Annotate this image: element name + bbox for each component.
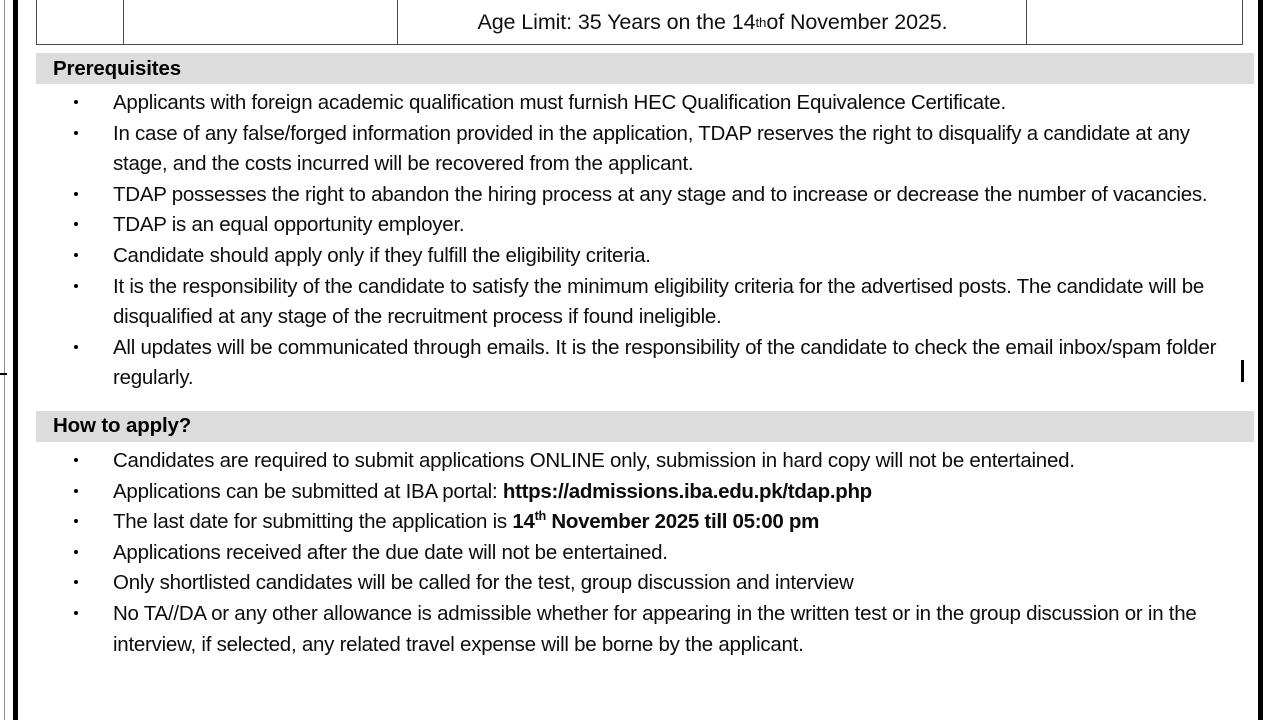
list-item-text: Applications received after the due date will not be entertained.	[113, 540, 668, 564]
list-item-text: No TA//DA or any other allowance is admissible whether for appearing in the written test or in the group discussion or in the interview, if selected, any related travel expense will be borne by the applicant.	[113, 601, 1197, 656]
list-item-text	[113, 477, 1244, 508]
bullet-dot-icon	[74, 131, 78, 135]
bullet-dot-icon	[74, 100, 78, 104]
bullet-dot-icon	[74, 489, 78, 493]
list-item-text: TDAP is an equal opportunity employer.	[113, 213, 465, 237]
list-item	[22, 568, 1244, 599]
list-item-portal-link	[22, 477, 1244, 508]
section-header-prerequisites	[36, 53, 1254, 84]
bullet-dot-icon	[74, 580, 78, 584]
list-item-text: TDAP possesses the right to abandon the hiring process at any stage and to increase or decrease the number of vacancies.	[113, 182, 1208, 206]
bullet-dot-icon	[74, 253, 78, 257]
table-cell-serial	[36, 0, 125, 45]
list-item-text: In case of any false/forged information provided in the application, TDAP reserves the right to disqualify a candidate at any stage, and the costs incurred will be recovered from the applicant.	[113, 121, 1190, 176]
age-limit-text: Age Limit: 35 Years on the 14 th of November 2025.	[477, 10, 948, 34]
portal-label: Applications can be submitted at IBA portal:	[113, 479, 503, 503]
list-item	[22, 599, 1244, 660]
page-border-left	[13, 0, 18, 720]
spacer	[22, 394, 1244, 411]
list-item	[22, 119, 1244, 180]
prerequisites-list	[22, 88, 1244, 394]
list-item	[22, 446, 1244, 477]
deadline-day: 14	[512, 510, 535, 534]
bullet-dot-icon	[74, 550, 78, 554]
table-cell-vacancies	[1026, 0, 1243, 45]
deadline-rest: November 2025 till 05:00 pm	[545, 510, 820, 534]
document-content	[22, 0, 1244, 720]
list-item-text	[113, 507, 1244, 538]
spacer	[22, 46, 1244, 53]
portal-url[interactable]: https://admissions.iba.edu.pk/tdap.php	[502, 479, 872, 503]
page-outer-rule-left	[4, 0, 5, 720]
deadline-ordinal: th	[534, 508, 546, 524]
section-title-how-to-apply: How to apply?	[53, 414, 192, 438]
deadline-value	[512, 510, 819, 533]
how-to-apply-list	[22, 446, 1244, 660]
deadline-label: The last date for submitting the application is	[113, 510, 513, 534]
list-item-text: Candidate should apply only if they fulfill the eligibility criteria.	[113, 243, 651, 267]
bullet-dot-icon	[74, 458, 78, 462]
eligibility-table-fragment	[22, 0, 1244, 46]
list-item-text: All updates will be communicated through emails. It is the responsibility of the candidate to check the email inbox/spam folder regularly.	[113, 335, 1217, 390]
list-item-deadline	[22, 507, 1244, 538]
section-title-prerequisites: Prerequisites	[53, 56, 181, 80]
bullet-dot-icon	[74, 192, 78, 196]
list-item-text: It is the responsibility of the candidate to satisfy the minimum eligibility criteria for the advertised posts. The candidate will be disqualified at any stage of the recruitment process if found ineligible.	[113, 274, 1204, 329]
age-limit-prefix: Age Limit: 35 Years on the 14	[477, 10, 756, 34]
bullet-dot-icon	[74, 284, 78, 288]
list-item	[22, 180, 1244, 211]
bullet-dot-icon	[74, 611, 78, 615]
bullet-dot-icon	[74, 345, 78, 349]
list-item	[22, 333, 1244, 394]
list-item-text: Applicants with foreign academic qualification must furnish HEC Qualification Equivalence Certificate.	[113, 91, 1006, 114]
list-item-text: Only shortlisted candidates will be called for the test, group discussion and interview	[113, 571, 854, 595]
bullet-dot-icon	[74, 519, 78, 523]
age-limit-suffix: of November 2025.	[766, 10, 948, 34]
page-margin-tick-left	[0, 373, 7, 375]
list-item	[22, 241, 1244, 272]
list-item	[22, 272, 1244, 333]
list-item	[22, 538, 1244, 569]
page-border-right	[1258, 0, 1263, 720]
table-cell-position	[123, 0, 399, 45]
list-item	[22, 210, 1244, 241]
bullet-dot-icon	[74, 222, 78, 226]
list-item-text: Candidates are required to submit applications ONLINE only, submission in hard copy will not be entertained.	[113, 448, 1075, 472]
section-header-how-to-apply	[36, 411, 1254, 442]
list-item	[22, 88, 1244, 119]
